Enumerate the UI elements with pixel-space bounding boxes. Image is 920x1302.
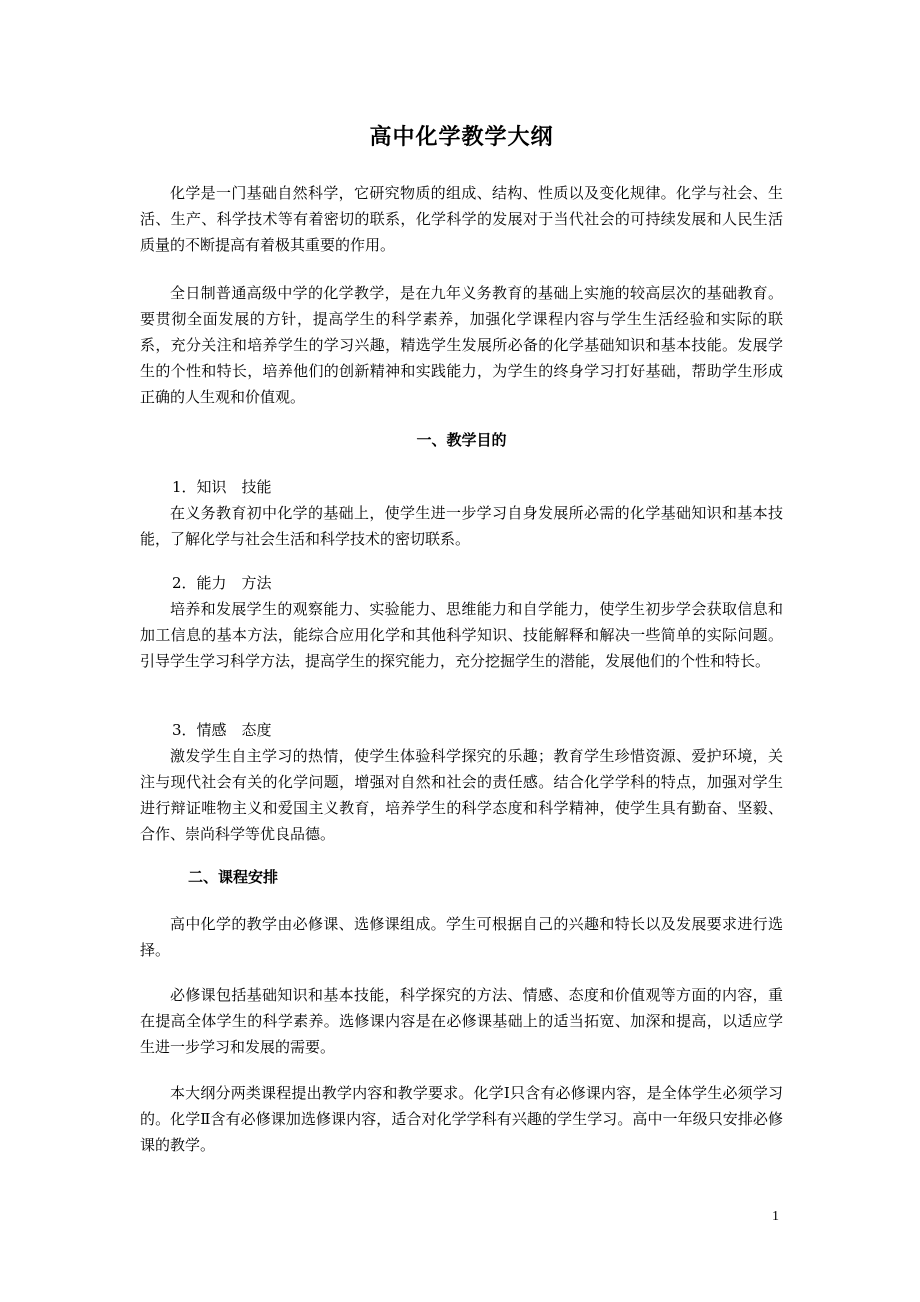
course-paragraph-2: 必修课包括基础知识和基本技能，科学探究的方法、情感、态度和价值观等方面的内容，重在提高全体学生的科学素养。选修课内容是在必修课基础上的适当拓宽、加深和提高，以适应学生进一步学习和发展的需要。 — [140, 986, 783, 1056]
document-title: 高中化学教学大纲 — [369, 124, 554, 150]
subsection-label-knowledge-skills: 1．知识 技能 — [172, 478, 272, 496]
subsection-text-emotion-attitude: 激发学生自主学习的热情，使学生体验科学探究的乐趣；教育学生珍惜资源、爱护环境，关注与现代社会有关的化学问题，增强对自然和社会的责任感。结合化学学科的特点，加强对学生进行辩证唯物主义和爱国主义教育，培养学生的科学态度和科学精神，使学生具有勤奋、坚毅、合作、崇尚科学等优良品德。 — [140, 747, 783, 843]
subsection-label-ability-methods: 2．能力 方法 — [172, 574, 272, 592]
intro-paragraph-2: 全日制普通高级中学的化学教学，是在九年义务教育的基础上实施的较高层次的基础教育。要贯彻全面发展的方针，提高学生的科学素养，加强化学课程内容与学生生活经验和实际的联系，充分关注和培养学生的学习兴趣，精选学生发展所必备的化学基础知识和基本技能。发展学生的个性和特长，培养他们的创新精神和实践能力，为学生的终身学习打好基础，帮助学生形成正确的人生观和价值观。 — [140, 284, 783, 406]
subsection-label-emotion-attitude: 3．情感 态度 — [172, 721, 272, 739]
section-heading-course-arrangement: 二、课程安排 — [188, 868, 279, 886]
subsection-text-ability-methods: 培养和发展学生的观察能力、实验能力、思维能力和自学能力，使学生初步学会获取信息和加工信息的基本方法，能综合应用化学和其他科学知识、技能解释和解决一些简单的实际问题。引导学生学习科学方法，提高学生的探究能力，充分挖掘学生的潜能，发展他们的个性和特长。 — [140, 600, 783, 670]
section-heading-teaching-objectives: 一、教学目的 — [416, 431, 507, 449]
course-paragraph-3: 本大纲分两类课程提出教学内容和教学要求。化学Ⅰ只含有必修课内容，是全体学生必须学习的。化学Ⅱ含有必修课加选修课内容，适合对化学学科有兴趣的学生学习。高中一年级只安排必修课的教学。 — [140, 1084, 783, 1154]
intro-paragraph-1: 化学是一门基础自然科学，它研究物质的组成、结构、性质以及变化规律。化学与社会、生活、生产、科学技术等有着密切的联系，化学科学的发展对于当代社会的可持续发展和人民生活质量的不断提高有着极其重要的作用。 — [140, 184, 783, 254]
page-number: 1 — [772, 1209, 779, 1224]
subsection-text-knowledge-skills: 在义务教育初中化学的基础上，使学生进一步学习自身发展所必需的化学基础知识和基本技能，了解化学与社会生活和科学技术的密切联系。 — [140, 504, 783, 548]
course-paragraph-1: 高中化学的教学由必修课、选修课组成。学生可根据自己的兴趣和特长以及发展要求进行选择。 — [140, 915, 783, 959]
